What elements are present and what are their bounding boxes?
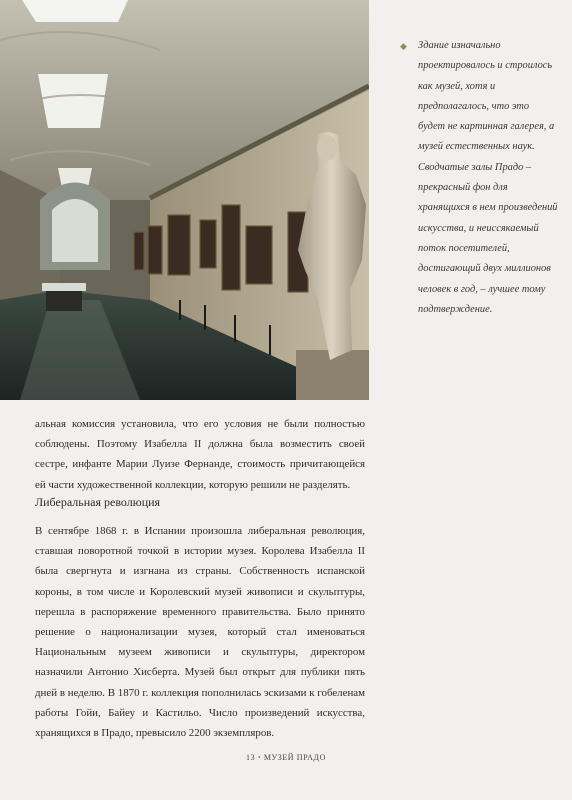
paragraph-liberal-revolution: В сентябре 1868 г. в Испании произошла либеральная революция, ставшая поворотной точкой в истории музея. Королева Изабелла II была свергнута и изгнана из страны. Собственность испанской короны, в том числе и Королевский музей живописи и скульптуры, перешла в распоряжение временного правительства. Было принято решение о национализации музея, который стал именоваться Национальным музеем живописи и скульптуры, директором назначили Антонио Хисберта. Музей был открыт для публики пять дней в неделю. В 1870 г. коллекция пополнилась эскизами к гобеленам работы Гойи, Байеу и Кастильо. Число произведений искусства, хранящихся в Прадо, превысило 2200 экземпляров. <box>35 525 365 740</box>
caption-bullet-icon: ◆ <box>400 41 407 51</box>
footer-separator: • <box>257 753 262 762</box>
photo-caption <box>400 36 558 320</box>
page-footer <box>0 753 572 762</box>
caption-text: Здание изначально проектировалось и строилось как музей, хотя и предполагалось, что это будет не картинная галерея, а музей естественных наук. Сводчатые залы Прадо – прекрасный фон для хранящихся в нем произведений искусства, и неиссякаемый поток посетителей, достигающий двух миллионов человек в год, – лучшее тому подтверждение. <box>418 40 558 315</box>
section-heading: Либеральная революция <box>35 495 161 509</box>
museum-gallery-photo <box>0 0 369 400</box>
page-number: 13 <box>246 753 256 762</box>
paragraph-continuation: альная комиссия установила, что его условия не были полностью соблюдены. Поэтому Изабелла II должна была возместить своей сестре, инфанте Марии Луизе Фернанде, стоимость причитающейся ей части художественной коллекции, которую решили не разделять. <box>35 418 365 491</box>
running-title: МУЗЕЙ ПРАДО <box>263 753 326 762</box>
